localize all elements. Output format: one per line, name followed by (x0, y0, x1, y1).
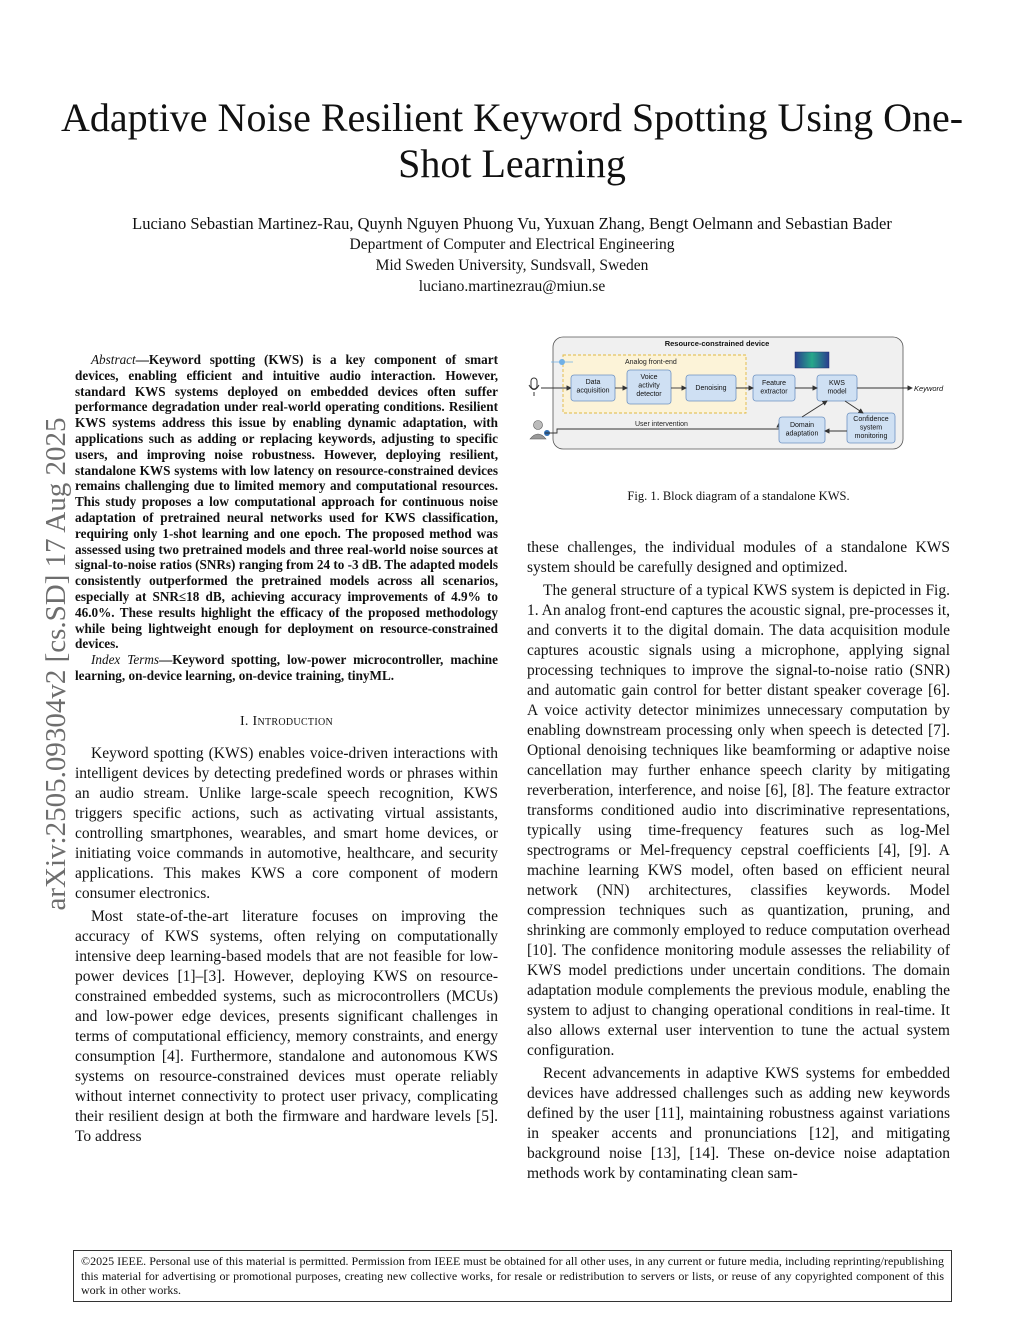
left-column (75, 352, 498, 1150)
figure-caption: Fig. 1. Block diagram of a standalone KWS. (627, 489, 850, 503)
kws-model-block (817, 375, 857, 401)
block-label-line: detector (636, 391, 662, 398)
abstract (75, 352, 498, 652)
spectrogram-thumb (795, 352, 829, 368)
author-block (60, 213, 964, 297)
affiliation-university: Mid Sweden University, Sundsvall, Sweden (375, 257, 649, 274)
voice-activity-detector-block (627, 370, 671, 404)
device-container-label: Resource-constrained device (664, 339, 770, 348)
block-label-line: extractor (760, 388, 788, 396)
block-label-line: Denoising (695, 385, 727, 392)
block-label-line: Confidence (853, 416, 889, 423)
body-paragraph: these challenges, the individual modules of a standalone KWS system should be carefully designed and optimized. (527, 539, 950, 576)
block-label-line: Domain (789, 422, 815, 429)
output-keyword-label: Keyword (914, 384, 944, 393)
confidence-monitoring-block (847, 413, 895, 443)
paper-title: Adaptive Noise Resilient Keyword Spotting Using One-Shot Learning (60, 95, 964, 186)
microphone-icon (529, 378, 539, 396)
section-heading: I. Introduction (239, 713, 334, 729)
block-label-line: Voice (640, 374, 658, 381)
block-label-line: model (827, 388, 847, 396)
right-column (527, 333, 950, 1187)
user-icon (530, 421, 550, 440)
affiliation-department: Department of Computer and Electrical Engineering (349, 236, 675, 253)
block-label-line: KWS (829, 380, 845, 387)
svg-text:KWSmodel (827, 380, 847, 396)
block-label-line: acquisition (576, 387, 610, 395)
block-label-line: adaptation (785, 430, 819, 438)
block-label-line: Feature (761, 380, 787, 387)
block-label-line: system (859, 424, 883, 432)
denoising-block (686, 375, 736, 401)
data-acquisition-block (571, 375, 615, 401)
svg-text:Domainadaptation (786, 422, 819, 438)
figure-block-diagram (527, 333, 950, 483)
body-paragraph: Keyword spotting (KWS) enables voice-driven interactions with intelligent devices by detecting predefined words or phrases within an audio stream. Unlike large-scale speech recognition, KWS triggers specific actions, such as activating virtual assistants, controlling smartphones, wearables, and smart home devices, or initiating voice commands in automotive, healthcare, and security applications. This makes KWS a core component of modern consumer electronics. (75, 744, 498, 902)
frontend-label: Analog front-end (625, 359, 677, 366)
block-diagram (527, 333, 950, 483)
feature-extractor-block (753, 375, 795, 401)
abstract-label: Abstract (91, 352, 136, 367)
svg-text:Denoising (695, 385, 726, 392)
body-paragraph: Most state-of-the-art literature focuses on improving the accuracy of KWS systems, often relying on computationally intensive deep learning-based models that are not feasible for low-power devices [1]–[3]. However, deploying KWS on resource-constrained embedded systems, such as microcontrollers (MCUs) and low-power edge devices, presents significant challenges in terms of computational efficiency, memory constraints, and energy consumption [4]. Furthermore, standalone and autonomous KWS systems on resource-constrained devices must operate reliably without internet connectivity to protect user privacy, complicating their resilient design at both the firmware and hardware levels [5]. To address (75, 907, 498, 1145)
block-label-line: activity (638, 382, 660, 390)
user-intervention-label: User intervention (635, 421, 688, 428)
svg-text:Featureextractor (760, 380, 788, 396)
index-terms-text: —Keyword spotting, low-power microcontroller, machine learning, on-device learning, on-device training, tinyML. (75, 652, 498, 683)
block-label-line: Data (585, 379, 601, 386)
abstract-text: —Keyword spotting (KWS) is a key component of smart devices, enabling efficient and intuitive audio interaction. However, standard KWS systems deployed on embedded devices often suffer performance degradation under real-world operating conditions. Resilient KWS systems address this issue by enabling dynamic adaptation, with applications such as adding or replacing keywords, adjusting to specific users, and improving noise robustness. However, deploying resilient, standalone KWS systems with low latency on resource-constrained devices remains challenging due to limited memory and computational resources. This study proposes a low computational approach for continuous noise adaptation of pretrained neural networks used for KWS classification, requiring only 1-shot learning and one epoch. The proposed method was assessed using two pretrained models and three real-world noise sources at signal-to-noise ratios (SNRs) ranging from 24 to -3 dB. The adapted models consistently outperformed the pretrained models across all scenarios, especially at SNR≤18 dB, achieving accuracy improvements of 4.9% to 46.0%. These results highlight the efficacy of the proposed methodology while being lightweight enough for deployment on resource-constrained devices. (75, 352, 498, 652)
index-terms (75, 652, 498, 684)
block-label-line: monitoring (854, 433, 888, 440)
author-list: Luciano Sebastian Martinez-Rau, Quynh Nguyen Phuong Vu, Yuxuan Zhang, Bengt Oelmann and Sebastian Bader (132, 214, 892, 233)
affiliation-email: luciano.martinezrau@miun.se (418, 278, 606, 295)
body-paragraph: Recent advancements in adaptive KWS systems for embedded devices have addressed challenges such as adding new keywords defined by the user [11], maintaining robustness against variations in speaker accents and pronunciations [12], and mitigating background noise [13], [14]. These on-device noise adaptation methods work by contaminating clean sam- (527, 1065, 950, 1182)
domain-adaptation-block (779, 417, 825, 443)
index-terms-label: Index Terms (91, 652, 160, 668)
copyright-notice: ©2025 IEEE. Personal use of this material is permitted. Permission from IEEE must be obtained for all other uses, in any current or future media, including reprinting/republishing this material for advertising or promotional purposes, creating new collective works, for resale or redistribution to servers or lists, or reuse of any copyrighted component of this work in other works. (73, 1250, 952, 1302)
body-paragraph: The general structure of a typical KWS system is depicted in Fig. 1. An analog front-end captures the acoustic signal, pre-processes it, and converts it to the digital domain. The data acquisition module captures acoustic signals using a microphone, applying signal processing techniques to improve the signal-to-noise ratio (SNR) and automatic gain control for better distant speaker coverage [6]. A voice activity detector minimizes unnecessary computation by enabling downstream processing only when speech is detected [7]. Optional denoising techniques like beamforming or adaptive noise cancellation may further enhance speech clarity by mitigating reverberation, interference, and noise [6], [8]. The feature extractor transforms conditioned audio into discriminative representations, typically using time-frequency features such as log-Mel spectrograms or Mel-frequency cepstral coefficients [4], [9]. A machine learning KWS model, often based on efficient neural network (NN) architectures, classifies keywords. Model compression techniques such as quantization, pruning, and shrinking are commonly employed to reduce computation overhead [10]. The confidence monitoring module assesses the reliability of KWS model predictions under uncertain conditions. The domain adaptation module complements the previous module, enabling the system to adjust to changing operational conditions in real-time. It also allows external user intervention to tune the actual system configuration. (527, 582, 950, 1059)
arxiv-watermark: arXiv:2505.09304v2 [cs.SD] 17 Aug 2025 (40, 417, 72, 911)
